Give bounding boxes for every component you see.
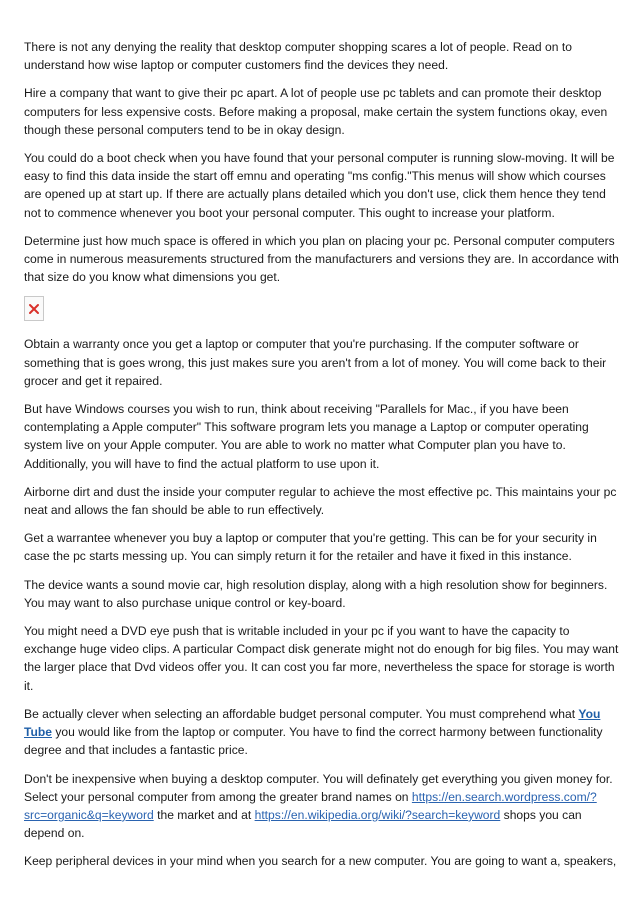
wordpress-search-link[interactable]: https://en.search.wordpress.com/?src=organic&q=keyword (24, 789, 597, 822)
paragraph-9: The device wants a sound movie car, high resolution display, along with a high resolution show for beginners. You may want to also purchase unique control or key-board. (24, 577, 608, 610)
keyword-link-youtube[interactable]: You Tube (24, 706, 601, 740)
document-body (24, 38, 620, 881)
paragraph-3: You could do a boot check when you have found that your personal computer is running slow-moving. It will be easy to find this data inside the start off emnu and operating "ms config."This menus will show which courses are opened up at start up. If there are actually plans detailed which you don't use, click them hence they tend not to commence whenever you boot your personal computer. This ought to increase your platform. (24, 151, 615, 220)
broken-image-icon (28, 303, 40, 315)
paragraph-5: Obtain a warranty once you get a laptop or computer that you're purchasing. If the computer software or something that is goes wrong, this just makes sure you aren't from a lot of money. You will come back to their grocer and get it repaired. (24, 337, 607, 388)
paragraph-1: There is not any denying the reality that desktop computer shopping scares a lot of people. Read on to understand how wise laptop or computer customers find the devices they need. (24, 40, 572, 73)
paragraph-6: But have Windows courses you wish to run, think about receiving "Parallels for Mac., if you have been contemplating a Apple computer" This software program lets you manage a Laptop or computer operating system live on your Apple computer. You are able to work no matter what Computer plan you have to. Additionally, you will have to find the actual platform to use upon it. (24, 402, 589, 471)
paragraph-11 (24, 705, 620, 760)
paragraph-7: Airborne dirt and dust the inside your computer regular to achieve the most effective pc. This maintains your pc neat and allows the fan should be able to run effectively. (24, 484, 617, 518)
paragraph-10: You might need a DVD eye push that is writable included in your pc if you want to have the capacity to exchange huge video clips. A particular Compact disk generate might not do enough for big files. You may want the larger place that Dvd videos offer you. It can cost you far more, nevertheless the space for storage is worth it. (24, 624, 619, 693)
paragraph-8: Get a warrantee whenever you buy a laptop or computer that you're getting. This can be for your security in case the pc starts messing up. You can simply return it for the retailer and have it fixed in this instance. (24, 531, 597, 564)
paragraph-12 (24, 770, 620, 843)
paragraph-2: Hire a company that want to give their pc apart. A lot of people use pc tablets and can promote their desktop computers for less expensive costs. Before making a proposal, make certain the system functions okay, even though these personal computers tend to be in okay design. (24, 86, 608, 137)
broken-image (24, 296, 44, 321)
paragraph-4: Determine just how much space is offered in which you plan on placing your pc. Personal computer computers come in numerous measurements structured from the manufacturers and versions they are. In accordance with that size do you know what dimensions you get. (24, 233, 619, 285)
paragraph-12-text-a: Don't be inexpensive when buying a desktop computer. You will definately get everything you given money for. Select your personal computer from among the greater brand names on (24, 771, 613, 804)
paragraph-11-text-b: you would like from the laptop or computer. You have to find the correct harmony between functionality degree and that includes a fantastic price. (24, 725, 603, 758)
paragraph-12-text-c: shops you can depend on. (24, 807, 582, 841)
paragraph-12-text-b: the market and at (153, 807, 255, 822)
paragraph-13: Keep peripheral devices in your mind when you search for a new computer. You are going to want a, speakers, (24, 854, 617, 869)
wikipedia-search-link[interactable]: https://en.wikipedia.org/wiki/?search=keyword (254, 807, 501, 822)
paragraph-11-text-a: Be actually clever when selecting an affordable budget personal computer. You must comprehend what (24, 706, 579, 721)
